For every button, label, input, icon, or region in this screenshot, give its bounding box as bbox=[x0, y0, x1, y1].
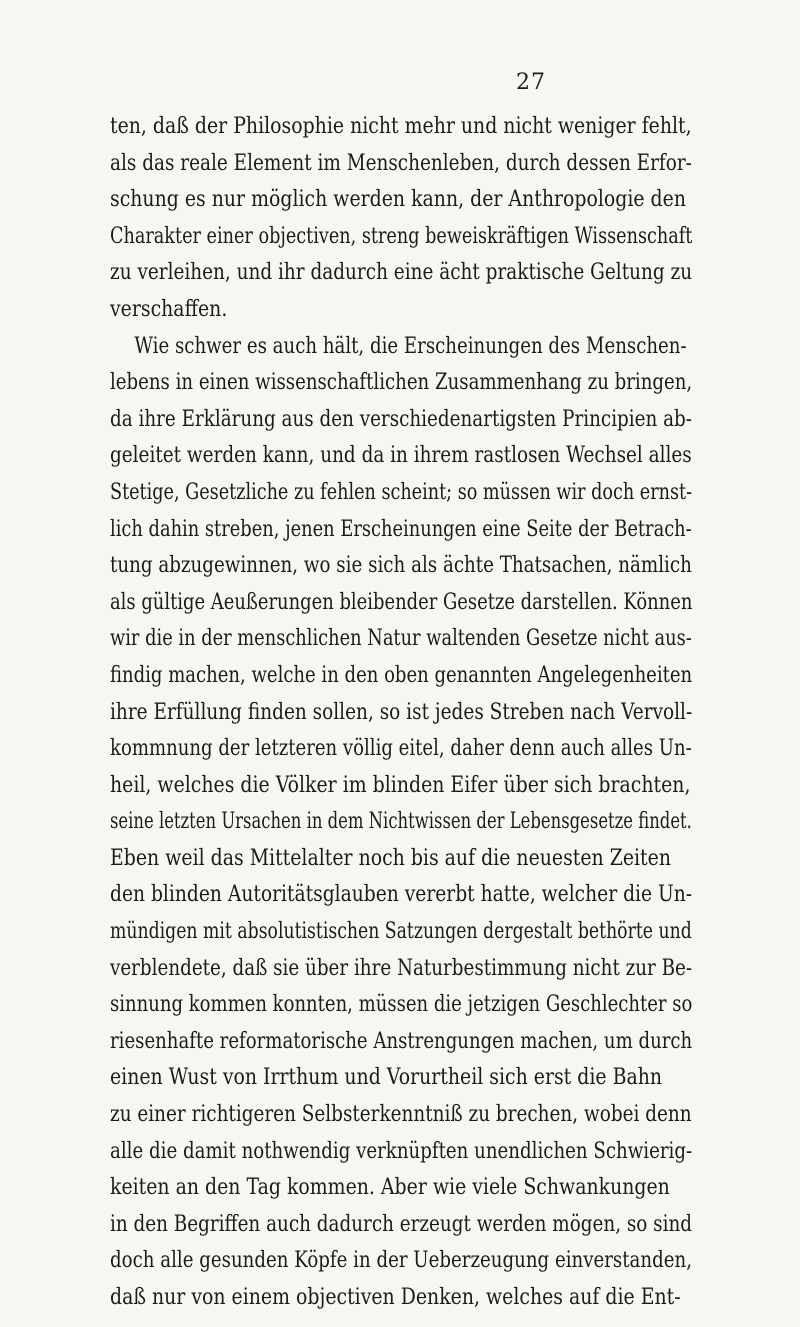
text-line: da ihre Erklärung aus den verschiedenartigsten Principien ab- bbox=[110, 405, 692, 432]
text-line: sinnung kommen konnten, müssen die jetzigen Geschlechter so bbox=[110, 991, 693, 1018]
text-line: riesenhafte reformatorische Anstrengungen machen, um durch bbox=[110, 1027, 693, 1054]
text-line: als gültige Aeußerungen bleibender Gesetze darstellen. Können bbox=[110, 588, 693, 615]
text-line: ihre Erfüllung finden sollen, so ist jedes Streben nach Vervoll- bbox=[110, 698, 693, 725]
text-line: Eben weil das Mittelalter noch bis auf die neuesten Zeiten bbox=[110, 844, 671, 871]
text-line: tung abzugewinnen, wo sie sich als ächte Thatsachen, nämlich bbox=[110, 552, 692, 579]
text-line: daß nur von einem objectiven Denken, welches auf die Ent- bbox=[110, 1284, 681, 1310]
text-line: verschaffen. bbox=[110, 295, 228, 322]
text-line: in den Begriffen auch dadurch erzeugt werden mögen, so sind bbox=[110, 1210, 693, 1237]
text-line: zu verleihen, und ihr dadurch eine ächt praktische Geltung zu bbox=[110, 259, 693, 286]
text-line: wir die in der menschlichen Natur waltenden Gesetze nicht aus- bbox=[110, 625, 692, 652]
text-line: verblendete, daß sie über ihre Naturbestimmung nicht zur Be- bbox=[110, 954, 693, 981]
text-line: ten, daß der Philosophie nicht mehr und nicht weniger fehlt, bbox=[110, 113, 692, 139]
text-line: seine letzten Ursachen in dem Nichtwissen der Lebensgesetze findet. bbox=[110, 808, 692, 835]
text-line: Charakter einer objectiven, streng beweiskräftigen Wissenschaft bbox=[110, 222, 693, 249]
text-line: den blinden Autoritätsglauben vererbt hatte, welcher die Un- bbox=[110, 881, 693, 908]
text-line: findig machen, welche in den oben genannten Angelegenheiten bbox=[110, 661, 693, 688]
text-line: alle die damit nothwendig verknüpften unendlichen Schwierig- bbox=[110, 1137, 693, 1164]
text-line: lich dahin streben, jenen Erscheinungen eine Seite der Betrach- bbox=[110, 515, 692, 542]
text-line: schung es nur möglich werden kann, der Anthropologie den bbox=[110, 186, 687, 213]
text-line: zu einer richtigeren Selbsterkenntniß zu brechen, wobei denn bbox=[110, 1101, 692, 1128]
text-line: geleitet werden kann, und da in ihrem rastlosen Wechsel alles bbox=[110, 442, 692, 469]
page-number: 27 bbox=[516, 70, 546, 95]
text-line: heil, welches die Völker im blinden Eifer über sich brachten, bbox=[110, 771, 691, 798]
text-line: als das reale Element im Menschenleben, durch dessen Erfor- bbox=[110, 149, 692, 176]
text-line: Stetige, Gesetzliche zu fehlen scheint; so müssen wir doch ernst- bbox=[110, 478, 693, 505]
text-line: doch alle gesunden Köpfe in der Ueberzeugung einverstanden, bbox=[110, 1247, 692, 1274]
text-line: mündigen mit absolutistischen Satzungen dergestalt bethörte und bbox=[110, 918, 692, 945]
paragraph-start-line: Wie schwer es auch hält, die Erscheinungen des Menschen- bbox=[134, 332, 687, 359]
body-text bbox=[110, 108, 800, 1316]
text-line: keiten an den Tag kommen. Aber wie viele Schwankungen bbox=[110, 1174, 670, 1201]
text-line: lebens in einen wissenschaftlichen Zusammenhang zu bringen, bbox=[110, 369, 693, 396]
text-line: kommnung der letzteren völlig eitel, daher denn auch alles Un- bbox=[110, 735, 692, 762]
text-line: einen Wust von Irrthum und Vorurtheil sich erst die Bahn bbox=[110, 1064, 663, 1091]
